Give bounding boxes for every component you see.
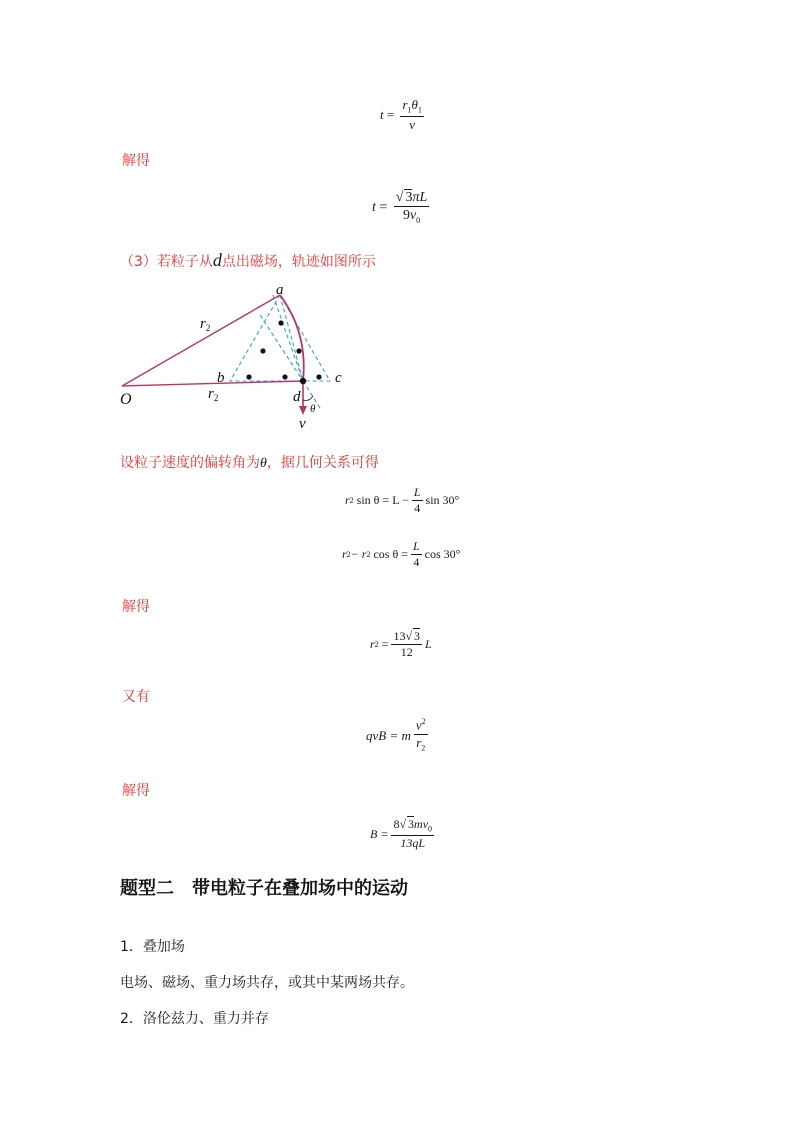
eq1-fraction [400, 98, 423, 133]
label-jiede-1: 解得 [122, 153, 150, 169]
eq7-lhs: B = [370, 826, 389, 841]
label-c: c [335, 370, 342, 386]
eq4-tail: cos 30° [424, 547, 461, 562]
setup-text [120, 452, 379, 472]
eq4-lhs-a: r [342, 547, 347, 562]
eq2-den-a: 9 [402, 208, 410, 224]
label-d: d [293, 389, 301, 405]
equation-B-result [370, 818, 437, 850]
eq4-mid: − r [350, 547, 367, 562]
field-dot [316, 374, 321, 379]
eq6-num: v [415, 717, 422, 733]
eq1-num-sub-b: 1 [417, 105, 422, 115]
label-theta: θ [310, 403, 316, 415]
eq6-den-sub: 2 [421, 743, 426, 753]
eq3-den: 4 [414, 501, 421, 516]
eq3-lhs-b: sin θ = L − [356, 493, 409, 508]
eq1-den: v [409, 117, 416, 133]
eq5-num-a: 13 [393, 629, 406, 643]
eq3-num: L [412, 486, 423, 501]
eq4-lhs-b: cos θ = [373, 547, 408, 562]
eq6-den: r [416, 734, 422, 750]
eq5-fraction: $\frac{13√ 3}{12}$ [393, 629, 421, 660]
eq4-lhs-sub-b: 2 [366, 550, 371, 560]
label-r2-top [200, 316, 210, 333]
label-r2-top-sub: 2 [205, 323, 211, 333]
field-dot [296, 348, 301, 353]
eq5-den: 12 [400, 645, 413, 660]
eq1-num-b: θ [411, 97, 418, 112]
eq5-lhs-sub: 2 [374, 640, 379, 650]
part3-suffix: 点出磁场，轨迹如图所示 [221, 254, 376, 270]
label-O: O [120, 391, 132, 408]
eq2-lhs: t [372, 199, 376, 215]
eq4-den: 4 [413, 555, 420, 570]
eq1-num-a: r [402, 97, 408, 112]
eq7-num-sub: 0 [428, 824, 433, 834]
eq2-radicand: 3 [405, 190, 413, 205]
theta-arc [303, 396, 313, 401]
eq3-lhs-sub: 2 [349, 496, 354, 506]
eq5-radicand: 3 [414, 629, 421, 643]
label-youyou: 又有 [122, 689, 150, 705]
equation-time-arc: t = $\frac{r_1\theta_1}{v}$ [380, 97, 422, 133]
eq5-eqsign: = [381, 637, 389, 652]
section-heading: 题型二 带电粒子在叠加场中的运动 [120, 878, 408, 899]
triangle-abc [230, 295, 330, 381]
setup-suffix: ，据几何关系可得 [266, 455, 379, 471]
equation-r2-result [370, 630, 432, 659]
label-jiede-3: 解得 [122, 783, 150, 799]
equation-time-result: t = $\frac{√ 3\pi L}{9v_0}$ [372, 190, 428, 226]
equation-lorentz [366, 718, 431, 753]
label-r2-bottom [208, 386, 218, 403]
eq3-tail: sin 30° [425, 493, 460, 508]
eq6-fraction [414, 718, 428, 753]
eq6-lhs: qvB = m [366, 727, 411, 743]
label-jiede-2: 解得 [122, 599, 150, 615]
label-r2-top-base: r [200, 316, 206, 332]
eq7-radicand: 3 [408, 817, 415, 831]
eq2-fraction: $\frac{√ 3\pi L}{9v_0}$ [395, 190, 428, 226]
setup-var: θ [260, 456, 267, 471]
part3-prefix: （3）若粒子从 [120, 254, 213, 270]
point-d-dot [300, 378, 306, 384]
eq7-num-a: 8 [393, 817, 400, 831]
part3-var: d [212, 250, 222, 270]
eq7-fraction: $\frac{8√ 3mv_0}{13qL}$ [393, 817, 433, 851]
field-dot [282, 374, 287, 379]
field-dot [278, 320, 283, 325]
item-1-title: 1．叠加场 [120, 939, 185, 955]
eq1-num-sub-a: 1 [407, 105, 412, 115]
eq4-lhs-sub-a: 2 [346, 550, 351, 560]
label-b: b [217, 370, 225, 386]
equation-cos [342, 540, 460, 569]
eq5-lhs: r [370, 637, 375, 652]
trajectory-diagram [110, 278, 350, 433]
label-v: v [299, 416, 306, 432]
equation-sin [345, 486, 459, 515]
setup-prefix: 设粒子速度的偏转角为 [120, 455, 260, 471]
label-r2-bottom-sub: 2 [213, 393, 219, 403]
eq5-tail: L [425, 637, 432, 652]
label-a: a [276, 282, 284, 298]
eq3-fraction [412, 486, 423, 515]
part3-text [120, 250, 376, 271]
velocity-arrow-head [299, 406, 307, 415]
item-2-title: 2．洛伦兹力、重力并存 [120, 1011, 269, 1027]
eq2-den-b: v [409, 208, 417, 224]
eq1-lhs: t [380, 107, 384, 123]
eq6-num-sup: 2 [421, 717, 426, 726]
radius-O-a [122, 295, 280, 386]
eq2-den-sub: 0 [416, 216, 421, 226]
label-r2-bottom-base: r [208, 386, 214, 402]
eq7-den: 13qL [400, 836, 426, 851]
eq4-fraction [411, 540, 422, 569]
eq2-num-tail: πL [412, 190, 428, 205]
item-1-text: 电场、磁场、重力场共存，或其中某两场共存。 [120, 975, 414, 991]
eq3-lhs-a: r [345, 493, 350, 508]
field-dot [246, 374, 251, 379]
field-dot [260, 348, 265, 353]
eq7-num-c: mv [414, 817, 429, 831]
eq4-num: L [411, 540, 422, 555]
